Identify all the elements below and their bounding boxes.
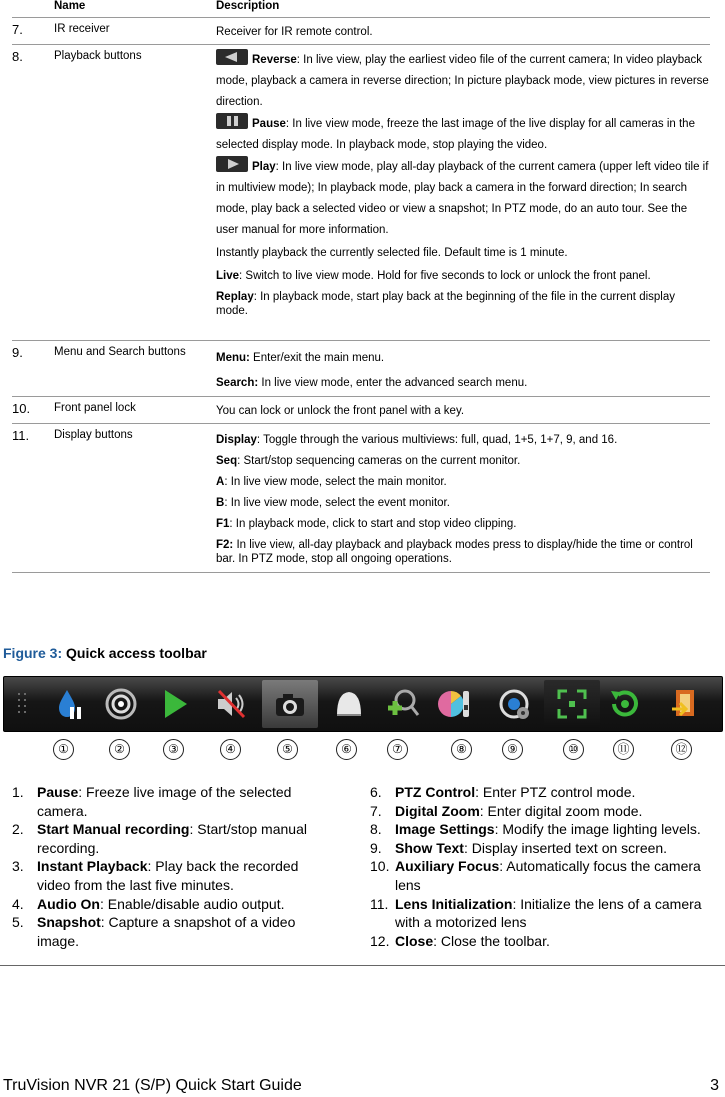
show-text-tool-button[interactable] xyxy=(492,680,538,728)
callout-9: ⑨ xyxy=(502,739,523,760)
list-item: 12. Close: Close the toolbar. xyxy=(370,932,550,949)
grip-handle-icon xyxy=(16,691,30,717)
list-item: 6. PTZ Control: Enter PTZ control mode. xyxy=(370,784,636,800)
pause-tool-button[interactable] xyxy=(46,680,92,728)
menu-desc: Menu: Enter/exit the main menu. xyxy=(216,352,385,364)
toolbar-legend-left xyxy=(12,783,332,950)
list-item: 1. Pause: Freeze live image of the selected camera. xyxy=(12,784,292,819)
buttons-table xyxy=(12,0,710,573)
callout-10: ⑩ xyxy=(563,739,584,760)
auxiliary-focus-tool-button[interactable] xyxy=(544,680,600,728)
table-row xyxy=(12,396,710,423)
list-item: 8. Image Settings: Modify the image lighting levels. xyxy=(370,821,701,838)
lens-initialization-tool-button[interactable] xyxy=(602,680,648,728)
callout-11: ⑪ xyxy=(613,739,634,760)
quick-access-toolbar xyxy=(3,676,723,732)
list-item: 5. Snapshot: Capture a snapshot of a video image. xyxy=(12,914,296,949)
zoom-icon xyxy=(385,686,421,722)
list-item: 9. Show Text: Display inserted text on screen. xyxy=(370,839,668,856)
list-item: 3. Instant Playback: Play back the recorded video from the last five minutes. xyxy=(12,858,299,893)
section-divider xyxy=(0,965,725,966)
pause-icon xyxy=(216,113,248,129)
table-row xyxy=(12,423,710,573)
row-number: 11. xyxy=(12,428,30,443)
table-header xyxy=(12,0,710,17)
callout-2: ② xyxy=(109,739,130,760)
row-name: Display buttons xyxy=(54,429,133,441)
list-item: 10. Auxiliary Focus: Automatically focus the camera lens xyxy=(370,858,701,893)
show-text-icon xyxy=(497,687,533,721)
dome-camera-icon xyxy=(331,687,367,721)
close-tool-button[interactable] xyxy=(662,680,708,728)
play-arrow-icon xyxy=(160,687,190,721)
row-number: 7. xyxy=(12,22,23,37)
callout-8: ⑧ xyxy=(451,739,472,760)
list-item: 4. Audio On: Enable/disable audio output. xyxy=(12,895,285,912)
list-item: 2. Start Manual recording: Start/stop manual recording. xyxy=(12,821,307,856)
reverse-icon xyxy=(216,49,248,65)
footer-title: TruVision NVR 21 (S/P) Quick Start Guide xyxy=(3,1077,302,1094)
row-description: Receiver for IR remote control. xyxy=(216,26,373,38)
row-number: 8. xyxy=(12,49,23,64)
pause-drop-icon xyxy=(53,687,85,721)
search-desc: Search: In live view mode, enter the advanced search menu. xyxy=(216,377,528,389)
row-number: 9. xyxy=(12,345,23,360)
row-description xyxy=(216,45,710,340)
replay-desc: Replay: In playback mode, start play back at the beginning of the file in the current display mode. xyxy=(216,291,675,317)
play-icon xyxy=(216,156,248,172)
row-description: You can lock or unlock the front panel with a key. xyxy=(216,405,465,417)
image-settings-tool-button[interactable] xyxy=(432,680,478,728)
ptz-control-tool-button[interactable] xyxy=(326,680,372,728)
focus-frame-icon xyxy=(555,687,589,721)
row-number: 10. xyxy=(12,401,31,416)
camera-icon xyxy=(272,689,308,719)
callout-6: ⑥ xyxy=(336,739,357,760)
play-desc: Play: In live view mode, play all-day playback of the current camera (upper left video tile if in multiview mode); In playback mode, play back a camera in the forward direction; In search mode, play back a selected video or view a snapshot; In PTZ mode, do an auto tour. See the user manual for more information. xyxy=(216,156,710,241)
exit-door-icon xyxy=(668,687,702,721)
a-desc: A: In live view mode, select the main monitor. xyxy=(216,476,447,488)
row-name: Menu and Search buttons xyxy=(54,346,186,358)
list-item: 11. Lens Initialization: Initialize the lens of a camera with a motorized lens xyxy=(370,895,702,931)
callout-1: ① xyxy=(53,739,74,760)
list-item: 7. Digital Zoom: Enter digital zoom mode. xyxy=(370,802,643,819)
toolbar-callout-numbers xyxy=(0,739,725,763)
row-name: IR receiver xyxy=(54,23,110,35)
pause-desc: Pause: In live view mode, freeze the last image of the live display for all cameras in the selected display mode. In playback mode, stop playing the video. xyxy=(216,113,710,156)
record-icon xyxy=(104,687,138,721)
header-description: Description xyxy=(216,0,280,12)
f2-desc: F2: In live view, all-day playback and playback modes press to display/hide the time or control bar. In PTZ mode, stop all ongoing operations. xyxy=(216,539,693,565)
f1-desc: F1: In playback mode, click to start and stop video clipping. xyxy=(216,518,517,530)
audio-mute-icon xyxy=(214,687,248,721)
callout-7: ⑦ xyxy=(387,739,408,760)
header-name: Name xyxy=(54,0,86,12)
table-row xyxy=(12,17,710,44)
row-description xyxy=(216,341,710,396)
manual-record-tool-button[interactable] xyxy=(98,680,144,728)
table-row xyxy=(12,44,710,340)
row-name: Playback buttons xyxy=(54,50,142,62)
callout-12: ⑫ xyxy=(671,739,692,760)
audio-tool-button[interactable] xyxy=(208,680,254,728)
callout-5: ⑤ xyxy=(277,739,298,760)
seq-desc: Seq: Start/stop sequencing cameras on the current monitor. xyxy=(216,455,521,467)
snapshot-tool-button[interactable] xyxy=(262,680,318,728)
b-desc: B: In live view mode, select the event monitor. xyxy=(216,497,450,509)
lens-reset-icon xyxy=(608,687,642,721)
figure-caption xyxy=(3,645,207,661)
instant-playback-tool-button[interactable] xyxy=(152,680,198,728)
reverse-desc: Reverse: In live view, play the earliest video file of the current camera; In video playback mode, playback a camera in reverse direction; In picture playback mode, view pictures in reverse direction. xyxy=(216,49,710,113)
row-name: Front panel lock xyxy=(54,402,136,414)
table-row xyxy=(12,340,710,396)
callout-4: ④ xyxy=(220,739,241,760)
page-number: 3 xyxy=(710,1077,719,1094)
display-desc: Display: Toggle through the various multiviews: full, quad, 1+5, 1+7, 9, and 16. xyxy=(216,434,618,446)
callout-3: ③ xyxy=(163,739,184,760)
image-settings-icon xyxy=(437,687,473,721)
row-description xyxy=(216,424,710,572)
figure-label: Figure 3: xyxy=(3,645,63,661)
figure-title: Quick access toolbar xyxy=(66,645,207,661)
instant-desc: Instantly playback the currently selected file. Default time is 1 minute. xyxy=(216,247,568,259)
digital-zoom-tool-button[interactable] xyxy=(380,680,426,728)
toolbar-legend-right xyxy=(370,783,720,950)
live-desc: Live: Switch to live view mode. Hold for five seconds to lock or unlock the front panel. xyxy=(216,270,651,282)
